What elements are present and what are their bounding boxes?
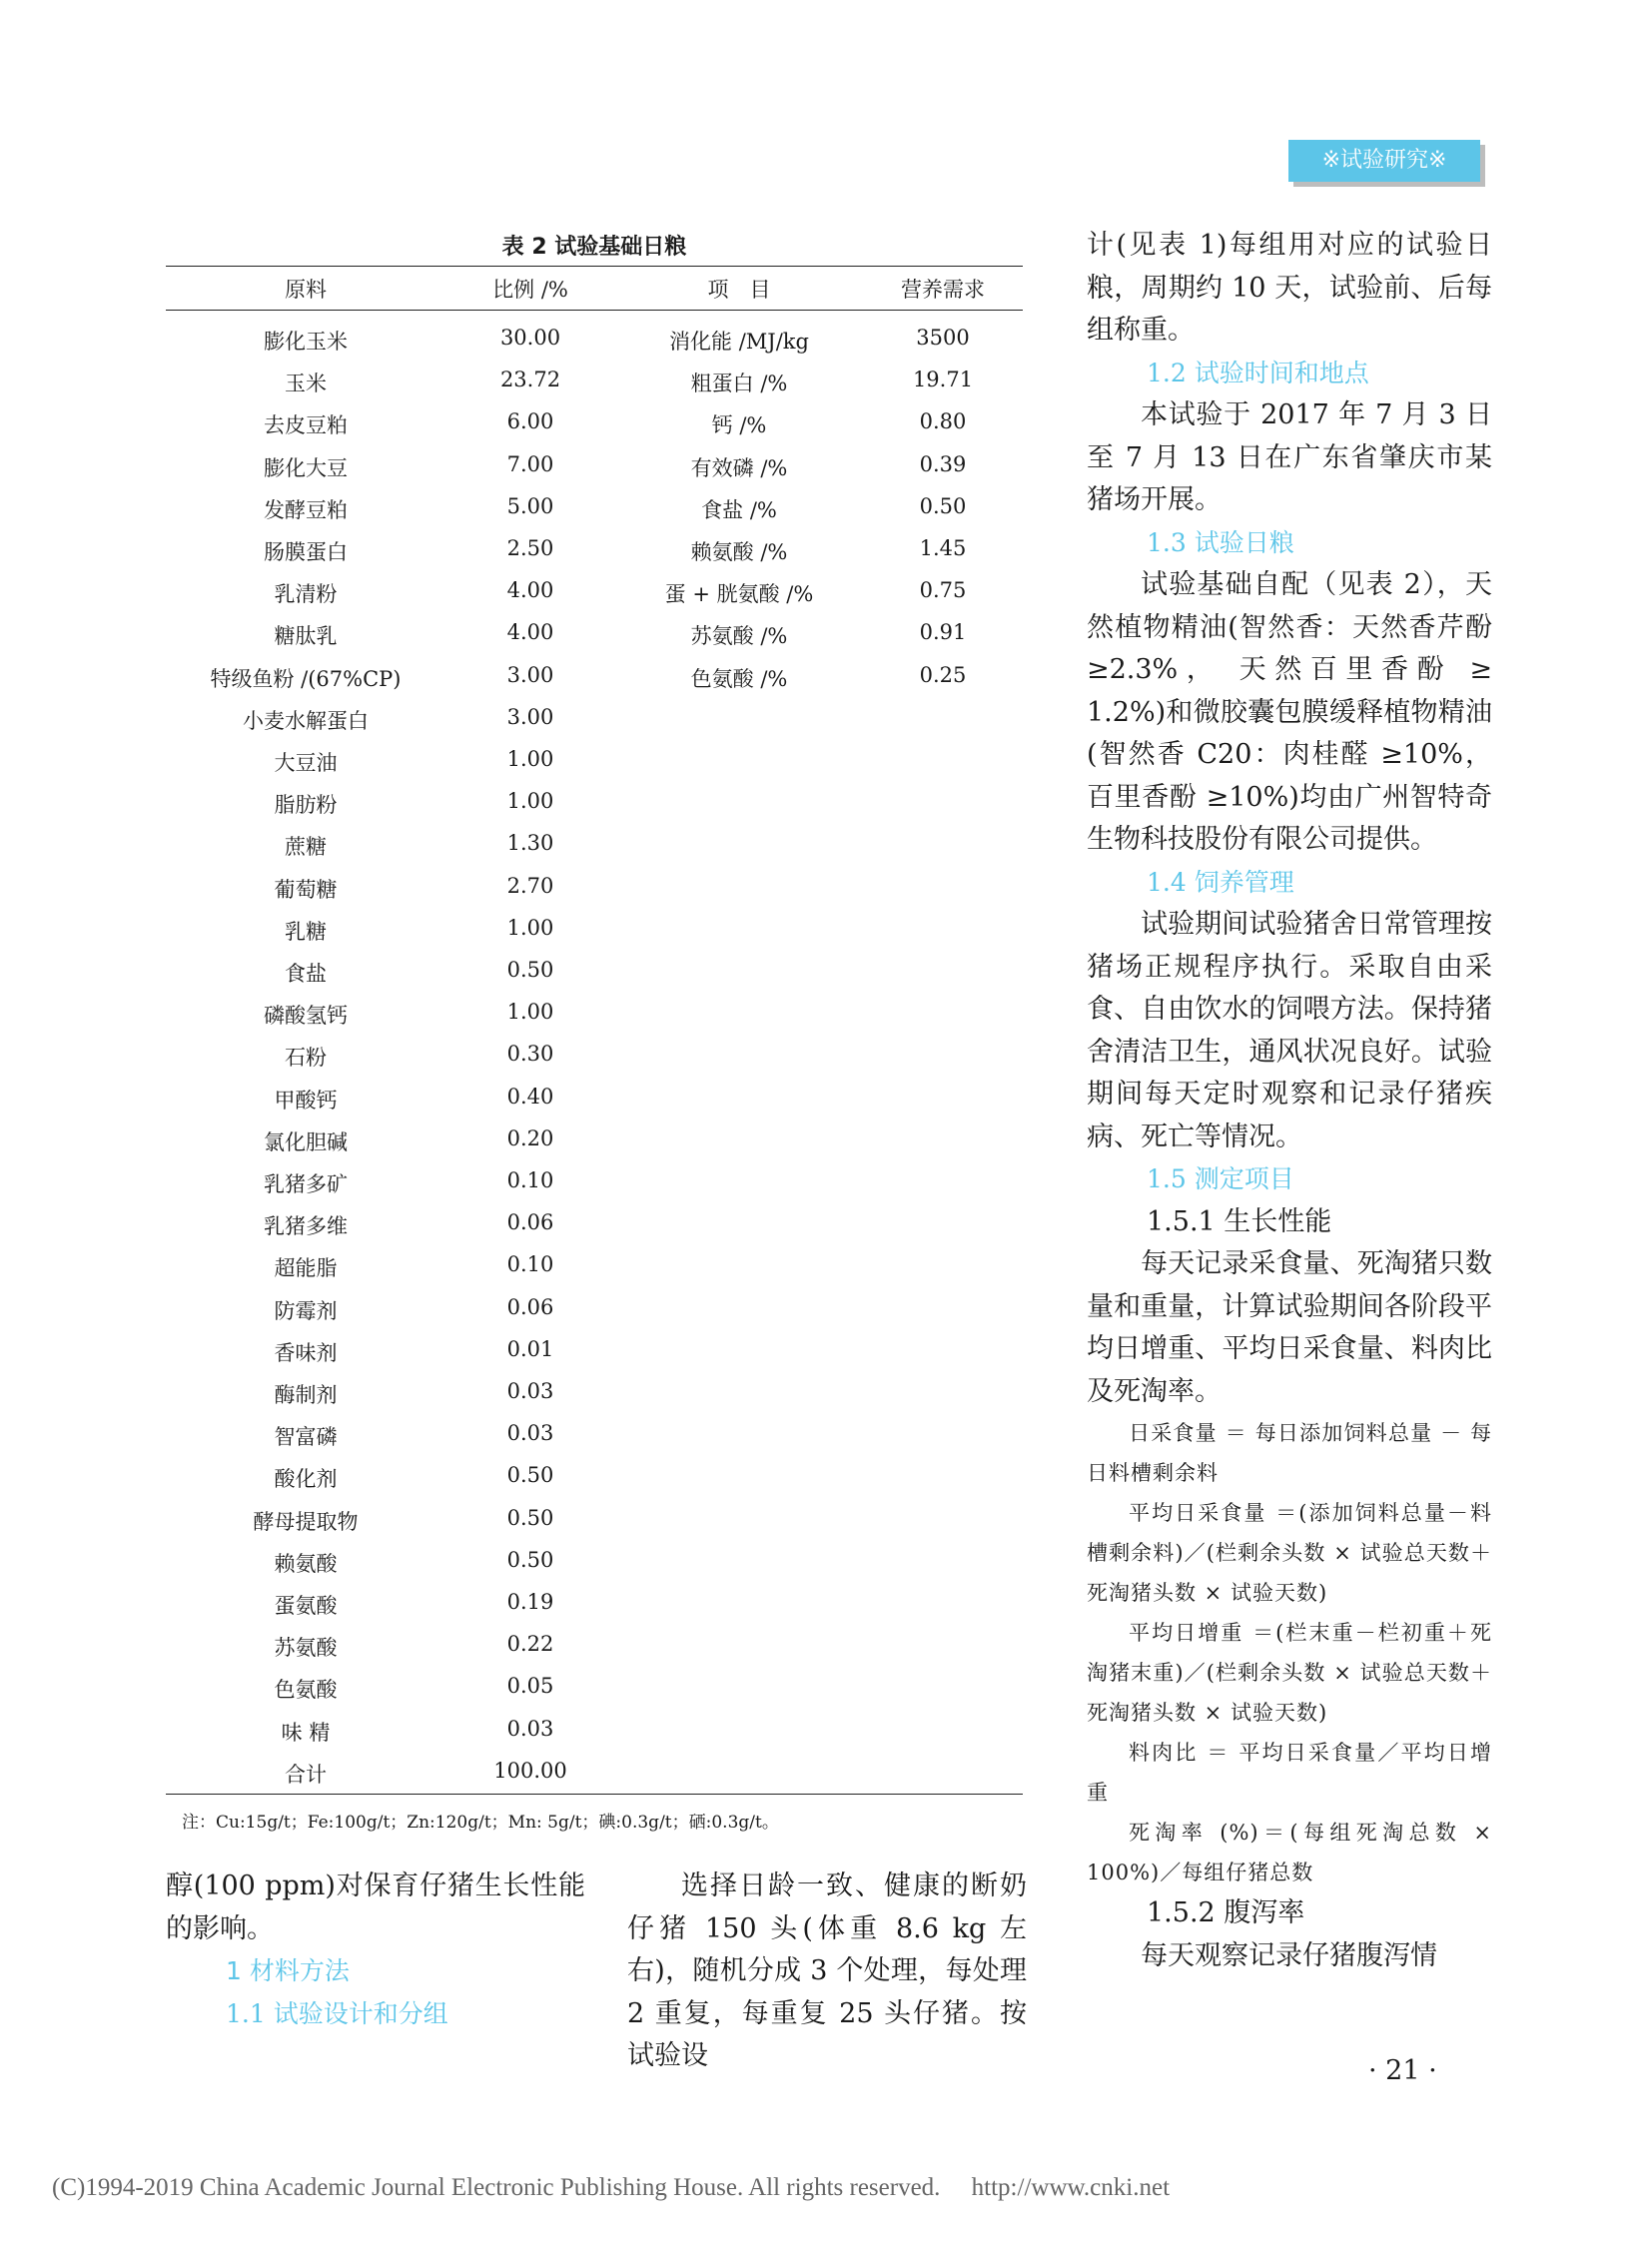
ingredient-name: 氯化胆碱	[264, 1129, 348, 1154]
ingredient-name: 味 精	[281, 1720, 331, 1745]
ingredient-ratio: 6.00	[506, 409, 554, 434]
page-number: · 21 ·	[1368, 2055, 1437, 2086]
nutrient-item: 食盐 /%	[701, 497, 777, 522]
design-paragraph: 选择日龄一致、健康的断奶仔猪 150 头(体重 8.6 kg 左右)，随机分成 3 个处理，每处理 2 重复，每重复 25 头仔猪。按试验设	[627, 1870, 1027, 2071]
ingredient-name: 乳清粉	[274, 582, 338, 607]
ingredient-ratio: 5.00	[506, 493, 554, 518]
ingredient-ratio: 0.30	[506, 1042, 554, 1067]
management-paragraph: 试验期间试验猪舍日常管理按猪场正规程序执行。采取自由采食、自由饮水的饲喂方法。保持猪舍清洁卫生，通风状况良好。试验期间每天定时观察和记录仔猪疾病、死亡等情况。	[1087, 909, 1492, 1152]
formula-adfi: 平均日采食量 ＝(添加饲料总量－料槽剩余料)／(栏剩余头数 × 试验总天数＋死淘猪头数 × 试验天数)	[1087, 1501, 1492, 1605]
ingredient-ratio: 2.70	[506, 873, 554, 898]
ingredient-ratio: 0.50	[506, 1505, 554, 1530]
header-requirement: 营养需求	[901, 278, 985, 302]
nutrient-item: 色氨酸 /%	[690, 666, 788, 691]
nutrient-item: 有效磷 /%	[690, 455, 788, 480]
ingredient-ratio: 0.50	[506, 958, 554, 982]
diet-table	[166, 266, 1023, 1804]
table-caption: 表 2 试验基础日粮	[501, 235, 687, 260]
right-column	[1087, 225, 1492, 1977]
nutrient-item: 粗蛋白 /%	[690, 372, 788, 396]
copyright-footer: (C)1994-2019 China Academic Journal Electronic Publishing House. All rights reserved. http://www.cnki.net	[52, 2174, 1171, 2201]
ingredient-name: 去皮豆粕	[264, 413, 348, 438]
growth-paragraph: 每天记录采食量、死淘猪只数量和重量，计算试验期间各阶段平均日增重、平均日采食量、料肉比及死淘率。	[1087, 1248, 1492, 1407]
ingredient-ratio: 3.00	[506, 662, 554, 687]
nutrient-value: 19.71	[912, 368, 974, 392]
ingredient-ratio: 0.06	[506, 1294, 554, 1319]
ingredient-name: 蔗糖	[285, 835, 327, 860]
ingredient-name: 脂肪粉	[274, 793, 338, 818]
ingredient-name: 乳猪多矿	[264, 1172, 348, 1196]
design-paragraph-cont: 计(见表 1)每组用对应的试验日粮，周期约 10 天，试验前、后每组称重。	[1087, 230, 1492, 346]
ingredient-ratio: 0.10	[506, 1168, 554, 1192]
left-column-bottom	[166, 1866, 585, 2035]
ingredient-ratio: 0.19	[506, 1590, 554, 1614]
nutrient-value: 3500	[916, 326, 970, 350]
nutrient-value: 1.45	[919, 536, 967, 560]
diarrhea-paragraph: 每天观察记录仔猪腹泻情	[1141, 1939, 1437, 1971]
ingredient-ratio: 0.03	[506, 1716, 554, 1741]
ingredient-name: 乳糖	[285, 919, 327, 944]
diet-paragraph: 试验基础自配（见表 2），天然植物精油(智然香：天然香芹酚 ≥2.3%， 天然百里香酚 ≥ 1.2%)和微胶囊包膜缓释植物精油(智然香 C20：肉桂醛 ≥10%，百里香酚 ≥10%)均由广州智特奇生物科技股份有限公司提供。	[1087, 569, 1492, 855]
table-header-rule	[166, 310, 1023, 311]
ingredient-ratio: 0.03	[506, 1379, 554, 1403]
nutrient-value: 0.39	[919, 451, 967, 476]
nutrient-value: 0.91	[919, 620, 967, 645]
ingredient-ratio: 1.00	[506, 1000, 554, 1025]
formula-fcr: 料肉比 ＝ 平均日采食量／平均日增重	[1087, 1741, 1492, 1805]
nutrient-value: 0.75	[919, 578, 967, 603]
ingredient-name: 发酵豆粕	[264, 497, 348, 522]
heading-1-1: 1.1 试验设计和分组	[226, 1998, 448, 2028]
ingredient-name: 石粉	[285, 1046, 327, 1071]
ingredient-name: 色氨酸	[274, 1678, 338, 1703]
formula-daily-feed: 日采食量 ＝ 每日添加饲料总量 － 每日料槽剩余料	[1087, 1421, 1492, 1485]
heading-1-5-2: 1.5.2 腹泻率	[1147, 1897, 1305, 1928]
ingredient-ratio: 0.06	[506, 1210, 554, 1235]
nutrient-value: 0.50	[919, 493, 967, 518]
ingredient-name: 香味剂	[274, 1340, 338, 1365]
ingredient-name: 玉米	[285, 372, 327, 396]
ingredient-name: 防霉剂	[274, 1298, 338, 1323]
ingredient-ratio: 0.01	[506, 1336, 554, 1361]
ingredient-name: 酶制剂	[274, 1383, 338, 1407]
table-bottom-rule	[166, 1794, 1023, 1795]
nutrient-item: 钙 /%	[711, 413, 767, 438]
heading-1-5: 1.5 测定项目	[1147, 1164, 1294, 1193]
nutrient-item: 蛋 + 胱氨酸 /%	[664, 582, 814, 607]
header-ingredient: 原料	[285, 278, 327, 302]
ingredient-ratio: 7.00	[506, 451, 554, 476]
ingredient-ratio: 1.00	[506, 789, 554, 814]
ingredient-ratio: 0.05	[506, 1674, 554, 1699]
formula-adg: 平均日增重 ＝(栏末重－栏初重＋死淘猪末重)／(栏剩余头数 × 试验总天数＋死淘猪头数 × 试验天数)	[1087, 1621, 1492, 1725]
ingredient-ratio: 1.00	[506, 915, 554, 940]
ingredient-ratio: 0.50	[506, 1547, 554, 1572]
ingredient-name: 膨化玉米	[264, 330, 348, 354]
ingredient-name: 食盐	[285, 962, 327, 986]
heading-1-4: 1.4 饲养管理	[1147, 867, 1294, 897]
ingredient-ratio: 2.50	[506, 536, 554, 560]
header-ratio: 比例 /%	[492, 278, 568, 302]
ingredient-name: 酸化剂	[274, 1467, 338, 1492]
ingredient-ratio: 0.03	[506, 1421, 554, 1446]
ingredient-ratio: 0.40	[506, 1084, 554, 1109]
ingredient-ratio: 0.22	[506, 1632, 554, 1657]
ingredient-ratio: 0.10	[506, 1252, 554, 1277]
intro-end-paragraph: 醇(100 ppm)对保育仔猪生长性能的影响。	[166, 1870, 585, 1944]
ingredient-ratio: 4.00	[506, 578, 554, 603]
ingredient-ratio: 0.50	[506, 1463, 554, 1488]
ingredient-name: 磷酸氢钙	[264, 1004, 348, 1029]
header-item: 项 目	[707, 278, 771, 302]
ingredient-name: 糖肽乳	[274, 624, 338, 649]
nutrient-item: 赖氨酸 /%	[690, 540, 788, 564]
ingredient-name: 特级鱼粉 /(67%CP)	[210, 666, 402, 691]
ingredient-ratio: 0.20	[506, 1125, 554, 1150]
nutrient-item: 苏氨酸 /%	[690, 624, 788, 649]
ingredient-name: 甲酸钙	[274, 1088, 338, 1113]
heading-1-5-1: 1.5.1 生长性能	[1147, 1205, 1332, 1237]
heading-1-3: 1.3 试验日粮	[1147, 527, 1294, 557]
nutrient-value: 0.25	[919, 662, 967, 687]
ingredient-name: 苏氨酸	[274, 1636, 338, 1661]
ingredient-name: 智富磷	[274, 1425, 338, 1450]
ingredient-name: 大豆油	[274, 751, 338, 775]
ingredient-ratio: 1.30	[506, 831, 554, 856]
ingredient-ratio: 3.00	[506, 704, 554, 729]
ingredient-name: 酵母提取物	[253, 1509, 359, 1534]
ingredient-name: 肠膜蛋白	[264, 540, 348, 564]
ingredient-name: 合计	[285, 1762, 327, 1787]
ingredient-name: 乳猪多维	[264, 1214, 348, 1239]
ingredient-ratio: 100.00	[493, 1758, 567, 1783]
ingredient-name: 小麦水解蛋白	[243, 708, 369, 733]
formula-mortality: 死淘率 (%)＝(每组死淘总数 × 100%)／每组仔猪总数	[1087, 1821, 1492, 1884]
table-top-rule	[166, 266, 1023, 267]
ingredient-ratio: 4.00	[506, 620, 554, 645]
table-note: 注：Cu:15g/t；Fe:100g/t；Zn:120g/t；Mn: 5g/t；碘:0.3g/t；硒:0.3g/t。	[182, 1813, 779, 1833]
ingredient-name: 膨化大豆	[264, 455, 348, 480]
ingredient-name: 蛋氨酸	[274, 1594, 338, 1618]
heading-1-2: 1.2 试验时间和地点	[1147, 358, 1369, 387]
ingredient-name: 超能脂	[274, 1256, 338, 1281]
nutrient-value: 0.80	[919, 409, 967, 434]
time-location-paragraph: 本试验于 2017 年 7 月 3 日至 7 月 13 日在广东省肇庆市某猪场开展。	[1087, 399, 1492, 515]
heading-1: 1 材料方法	[226, 1956, 350, 1985]
ingredient-ratio: 1.00	[506, 747, 554, 771]
ingredient-name: 葡萄糖	[274, 877, 338, 902]
ingredient-ratio: 30.00	[499, 326, 561, 350]
nutrient-item: 消化能 /MJ/kg	[669, 330, 809, 354]
middle-column-bottom	[627, 1866, 1027, 2078]
ingredient-ratio: 23.72	[499, 368, 561, 392]
section-badge: ※试验研究※	[1288, 140, 1480, 182]
ingredient-name: 赖氨酸	[274, 1551, 338, 1576]
